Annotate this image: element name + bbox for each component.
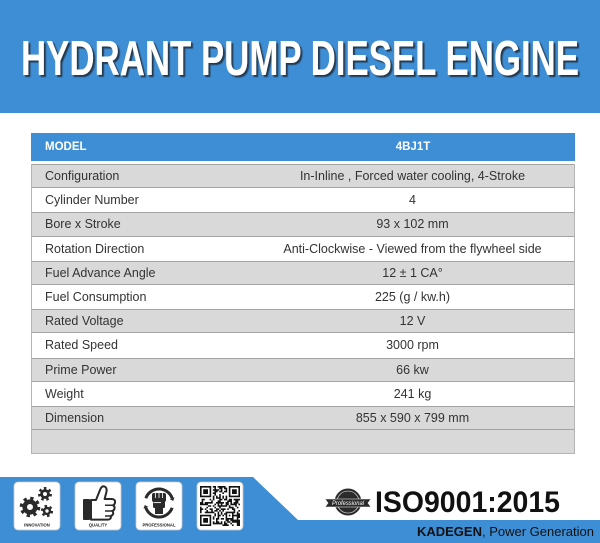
title-canvas: [0, 0, 600, 113]
spec-label: Rated Voltage: [45, 314, 124, 329]
gear-hole: [43, 492, 47, 496]
spec-row-bore-x-stroke: [32, 212, 574, 236]
seal-ribbon-text: Professional: [332, 501, 365, 508]
thumb-cuff: [83, 499, 90, 520]
spec-row-prime-power: [32, 358, 574, 382]
spec-value: 93 x 102 mm: [376, 217, 449, 232]
gear-hole: [45, 509, 48, 512]
spec-row-rotation-direction: [32, 237, 574, 261]
spec-value: 225 (g / kw.h): [374, 290, 451, 305]
spec-value: Anti-Clockwise - Viewed from the flywheel side: [283, 241, 542, 256]
spec-value: 66 kw: [396, 362, 429, 377]
spec-label: Fuel Consumption: [45, 290, 147, 305]
spec-row-configuration: [32, 164, 574, 188]
badge-professional: [136, 482, 182, 530]
spec-value: 855 x 590 x 799 mm: [355, 410, 470, 425]
badge-quality: [75, 482, 121, 530]
page-title: HYDRANT PUMP DIESEL ENGINE: [21, 32, 579, 86]
spec-value: 12 ± 1 CA°: [382, 265, 443, 280]
spec-row-weight: [32, 382, 574, 406]
model-label: MODEL: [45, 141, 87, 153]
spec-label: Dimension: [45, 410, 105, 425]
spec-value: In-Inline , Forced water cooling, 4-Stroke: [299, 169, 526, 184]
spec-row-rated-speed: [32, 333, 574, 357]
spec-label: Weight: [45, 386, 84, 401]
fist-palm: [153, 501, 165, 508]
spec-row-fuel-consumption: [32, 285, 574, 309]
model-value: 4BJ1T: [395, 141, 431, 153]
spec-label: Cylinder Number: [45, 193, 139, 208]
spec-label: Rotation Direction: [45, 241, 145, 256]
badge-caption: QUALITY: [88, 522, 108, 528]
spec-label: Fuel Advance Angle: [45, 265, 156, 280]
spec-row-fuel-advance-angle: [32, 261, 574, 285]
spec-table-header: [31, 133, 575, 161]
spec-label: Rated Speed: [45, 338, 118, 353]
brand-line: [417, 524, 594, 539]
badge-innovation: [14, 482, 60, 530]
badge-caption: PROFESSIONAL: [142, 522, 176, 528]
spec-table: [31, 133, 575, 454]
spec-label: Configuration: [45, 169, 120, 184]
iso-seal-logo: [325, 489, 371, 516]
brand-tagline: , Power Generation: [481, 524, 594, 539]
spec-table-body: [31, 164, 575, 430]
spec-label: Bore x Stroke: [45, 217, 121, 232]
spec-table-footer-bar: [31, 430, 575, 454]
brand-name: KADEGEN: [416, 524, 482, 539]
spec-row-rated-voltage: [32, 309, 574, 333]
spec-row-dimension: [32, 406, 574, 430]
badge-qr: [197, 482, 243, 530]
spec-value: 3000 rpm: [386, 338, 439, 353]
header-banner: [0, 0, 600, 113]
spec-value: 241 kg: [393, 386, 432, 401]
spec-label: Prime Power: [45, 362, 117, 377]
footer-band: [0, 477, 600, 543]
fist-wrist: [155, 508, 163, 514]
spec-value: 12 V: [399, 314, 426, 329]
badge-caption: INNOVATION: [24, 522, 50, 528]
gear-hole: [27, 504, 33, 510]
spec-row-cylinder-number: [32, 188, 574, 212]
spec-value: 4: [409, 193, 416, 208]
iso-standard-text: ISO9001:2015: [375, 486, 560, 519]
